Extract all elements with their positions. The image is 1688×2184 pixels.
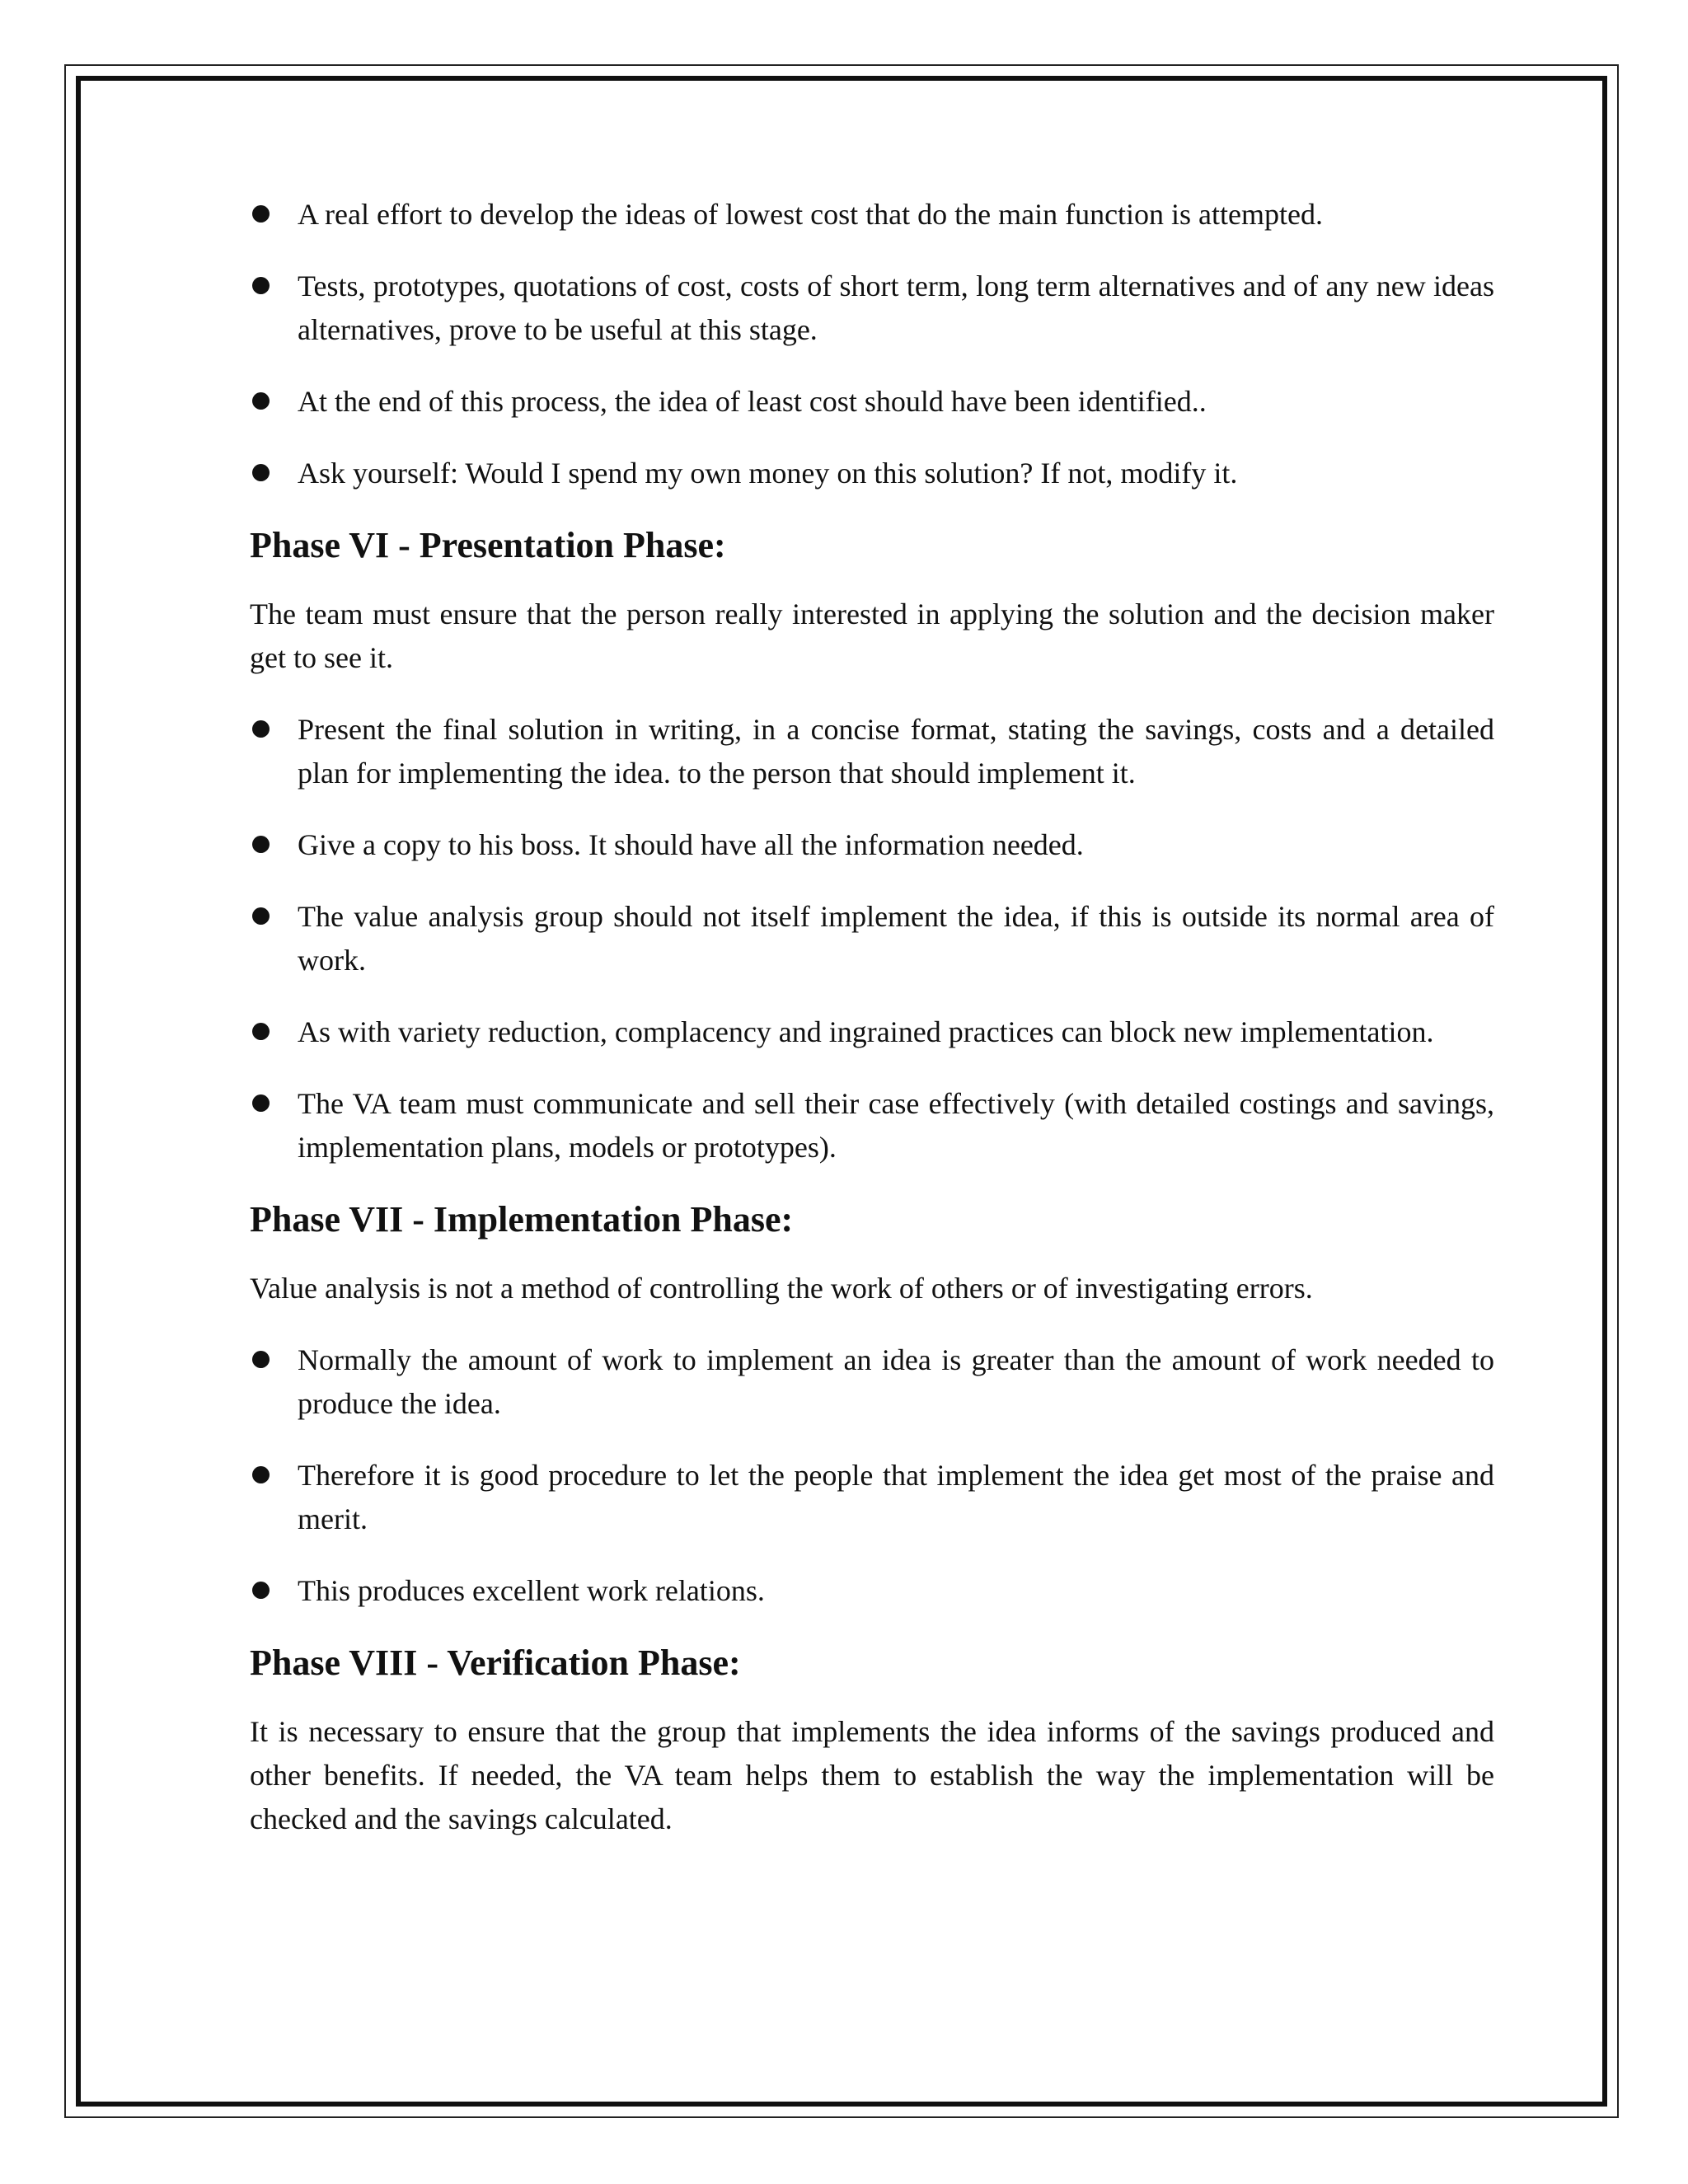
list-item — [250, 1454, 1494, 1541]
list-item — [250, 1010, 1494, 1054]
bullet-text: The value analysis group should not itself implement the idea, if this is outside its normal area of work. — [298, 900, 1494, 977]
list-item — [250, 1082, 1494, 1169]
phase8-heading: Phase VIII - Verification Phase: — [250, 1643, 741, 1683]
bullet-icon — [252, 392, 270, 410]
bullet-text: Normally the amount of work to implement an idea is greater than the amount of work needed to produce the idea. — [298, 1343, 1494, 1420]
list-item — [250, 1338, 1494, 1426]
bullet-text: Therefore it is good procedure to let the people that implement the idea get most of the praise and merit. — [298, 1459, 1494, 1535]
bullet-icon — [252, 1094, 270, 1112]
list-item — [250, 895, 1494, 982]
intro-bullet-list — [250, 193, 1494, 495]
phase6-paragraph: The team must ensure that the person really interested in applying the solution and the decision maker get to see it. — [250, 598, 1494, 674]
phase6-bullet-list — [250, 708, 1494, 1169]
phase7-paragraph: Value analysis is not a method of controlling the work of others or of investigating errors. — [250, 1272, 1313, 1305]
bullet-text: The VA team must communicate and sell their case effectively (with detailed costings and savings, implementation plans, models or prototypes). — [298, 1087, 1494, 1164]
bullet-icon — [252, 1351, 270, 1368]
bullet-text: At the end of this process, the idea of least cost should have been identified.. — [298, 385, 1207, 418]
bullet-icon — [252, 205, 270, 223]
bullet-icon — [252, 277, 270, 294]
bullet-icon — [252, 720, 270, 738]
phase7-bullet-list — [250, 1338, 1494, 1613]
phase7-heading: Phase VII - Implementation Phase: — [250, 1199, 794, 1240]
bullet-text: As with variety reduction, complacency and ingrained practices can block new implementation. — [298, 1015, 1434, 1048]
phase8-paragraph: It is necessary to ensure that the group that implements the idea informs of the savings produced and other benefits. If needed, the VA team helps them to establish the way the implementation will be checked and the savings calculated. — [250, 1715, 1494, 1835]
bullet-text: Ask yourself: Would I spend my own money on this solution? If not, modify it. — [298, 457, 1238, 490]
bullet-icon — [252, 1466, 270, 1483]
list-item — [250, 1569, 1494, 1613]
list-item — [250, 708, 1494, 795]
list-item — [250, 265, 1494, 352]
bullet-text: Tests, prototypes, quotations of cost, costs of short term, long term alternatives and of any new ideas alternatives, prove to be useful at this stage. — [298, 269, 1494, 346]
bullet-icon — [252, 907, 270, 925]
bullet-icon — [252, 464, 270, 481]
bullet-text: Give a copy to his boss. It should have all the information needed. — [298, 828, 1084, 861]
list-item — [250, 452, 1494, 495]
bullet-icon — [252, 836, 270, 853]
bullet-icon — [252, 1582, 270, 1599]
phase6-heading: Phase VI - Presentation Phase: — [250, 525, 726, 565]
bullet-text: A real effort to develop the ideas of lowest cost that do the main function is attempted. — [298, 198, 1324, 231]
page-content — [250, 193, 1494, 1869]
list-item — [250, 380, 1494, 424]
bullet-icon — [252, 1023, 270, 1040]
bullet-text: Present the final solution in writing, in a concise format, stating the savings, costs and a detailed plan for implementing the idea. to the person that should implement it. — [298, 713, 1494, 790]
bullet-text: This produces excellent work relations. — [298, 1574, 765, 1607]
list-item — [250, 823, 1494, 867]
list-item — [250, 193, 1494, 237]
